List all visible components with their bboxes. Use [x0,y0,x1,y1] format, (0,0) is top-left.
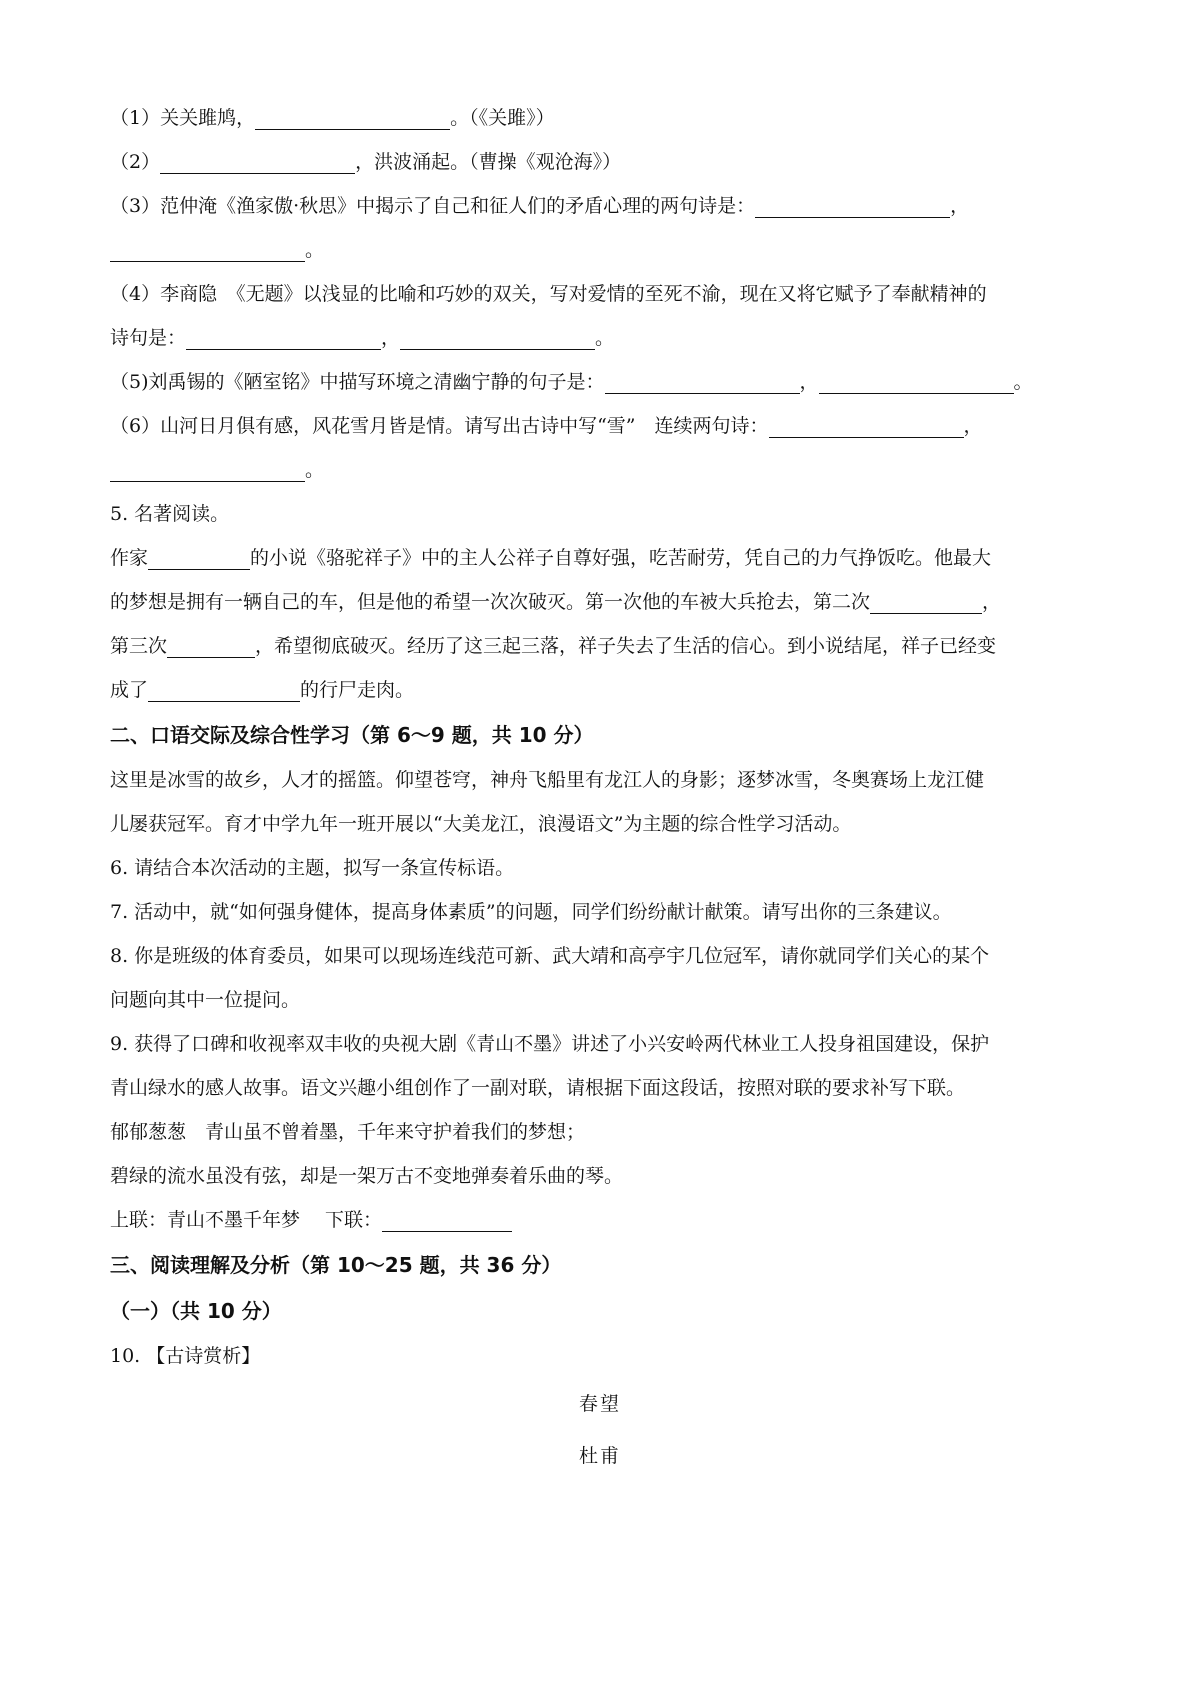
q4-item-3 [110,184,1090,228]
q4-item-1 [110,96,1090,140]
answer-blank[interactable] [160,147,355,174]
question-9-line-4: 碧绿的流水虽没有弦，却是一架万古不变地弹奏着乐曲的琴。 [110,1165,624,1187]
q4-item-4-end: 。 [595,327,615,349]
q4-item-4-text: （4）李商隐 《无题》以浅显的比喻和巧妙的双关，写对爱情的至死不渝，现在又将它赋予了奉献精神的 [110,283,987,305]
answer-blank[interactable] [382,1205,512,1232]
q5-line-4-text: 的行尸走肉。 [300,679,415,701]
q5-line-2-comma: ， [982,591,1002,613]
q4-item-5-comma: ， [799,371,819,393]
q4-item-6-prefix: （6）山河日月俱有感，风花雪月皆是情。请写出古诗中写“雪” 连续两句诗： [110,415,769,437]
answer-blank[interactable] [400,323,595,350]
answer-blank[interactable] [148,675,300,702]
section-2-heading: 二、口语交际及综合性学习（第 6～9 题，共 10 分） [110,723,594,747]
q5-line-3-prefix: 第三次 [110,635,168,657]
question-9-line-1: 9. 获得了口碑和收视率双丰收的央视大剧《青山不墨》讲述了小兴安岭两代林业工人投身祖国建设，保护 [110,1033,990,1055]
answer-blank[interactable] [148,543,250,570]
q4-item-4-prefix: 诗句是： [110,327,187,349]
q5-line-1-text: 的小说《骆驼祥子》中的主人公祥子自尊好强，吃苦耐劳，凭自己的力气挣饭吃。他最大 [250,547,992,569]
q4-item-2-suffix: ，洪波涌起。（曹操《观沧海》） [355,151,622,173]
q4-item-3-end: 。 [305,239,325,261]
q4-item-6-end: 。 [305,459,325,481]
couplet-prompt: 上联：青山不墨千年梦 下联： [110,1209,383,1231]
answer-blank[interactable] [755,191,950,218]
q4-item-3-comma: ， [950,195,970,217]
question-10: 10. 【古诗赏析】 [110,1345,261,1367]
answer-blank[interactable] [110,235,305,262]
q5-line-4 [110,668,1090,712]
section-2-intro-1: 这里是冰雪的故乡，人才的摇篮。仰望苍穹，神舟飞船里有龙江人的身影；逐梦冰雪，冬奥赛场上龙江健 [110,769,985,791]
q4-item-4 [110,272,1090,316]
q5-line-3-text: ，希望彻底破灭。经历了这三起三落，祥子失去了生活的信心。到小说结尾，祥子已经变 [255,635,997,657]
q4-item-2-prefix: （2） [110,151,161,173]
q4-item-3-prefix: （3）范仲淹《渔家傲·秋思》中揭示了自己和征人们的矛盾心理的两句诗是： [110,195,756,217]
question-8-line-1: 8. 你是班级的体育委员，如果可以现场连线范可新、武大靖和高亭宇几位冠军，请你就同学们关心的某个 [110,945,990,967]
q4-item-4-cont [110,316,1090,360]
q4-item-1-suffix: 。（《关雎》） [450,107,555,129]
answer-blank[interactable] [255,103,450,130]
q4-item-6-cont [110,448,1090,492]
q4-item-6 [110,404,1090,448]
question-8-line-2: 问题向其中一位提问。 [110,989,301,1011]
q5-line-3 [110,624,1090,668]
q5-line-2-text: 的梦想是拥有一辆自己的车，但是他的希望一次次破灭。第一次他的车被大兵抢去，第二次 [110,591,871,613]
q4-item-4-comma: ， [381,327,401,349]
q4-item-2 [110,140,1090,184]
answer-blank[interactable] [819,367,1014,394]
q5-title: 5. 名著阅读。 [110,503,230,525]
q4-item-6-comma: ， [963,415,983,437]
q4-item-3-cont [110,228,1090,272]
answer-blank[interactable] [769,411,964,438]
question-6: 6. 请结合本次活动的主题，拟写一条宣传标语。 [110,857,515,879]
question-9-line-3: 郁郁葱葱 青山虽不曾着墨，千年来守护着我们的梦想； [110,1121,586,1143]
answer-blank[interactable] [167,631,255,658]
poem-title: 春望 [578,1393,621,1415]
answer-blank[interactable] [870,587,982,614]
q4-item-5-end: 。 [1013,371,1033,393]
q4-item-1-prefix: （1）关关雎鸠， [110,107,256,129]
section-2-intro-2: 儿屡获冠军。育才中学九年一班开展以“大美龙江，浪漫语文”为主题的综合性学习活动。 [110,813,852,835]
question-9-couplet [110,1198,1090,1242]
poem-author: 杜甫 [578,1445,621,1467]
question-7: 7. 活动中，就“如何强身健体，提高身体素质”的问题，同学们纷纷献计献策。请写出你的三条建议。 [110,901,952,923]
answer-blank[interactable] [110,455,305,482]
q5-line-1 [110,536,1090,580]
q5-line-2 [110,580,1090,624]
section-3-subheading: （一）（共 10 分） [110,1299,282,1323]
section-3-heading: 三、阅读理解及分析（第 10～25 题，共 36 分） [110,1253,562,1277]
question-9-line-2: 青山绿水的感人故事。语文兴趣小组创作了一副对联，请根据下面这段话，按照对联的要求补写下联。 [110,1077,966,1099]
answer-blank[interactable] [605,367,800,394]
answer-blank[interactable] [186,323,381,350]
q5-line-1-prefix: 作家 [110,547,149,569]
q5-line-4-prefix: 成了 [110,679,149,701]
q4-item-5-prefix: （5)刘禹锡的《陋室铭》中描写环境之清幽宁静的句子是： [110,371,605,393]
q4-item-5 [110,360,1090,404]
